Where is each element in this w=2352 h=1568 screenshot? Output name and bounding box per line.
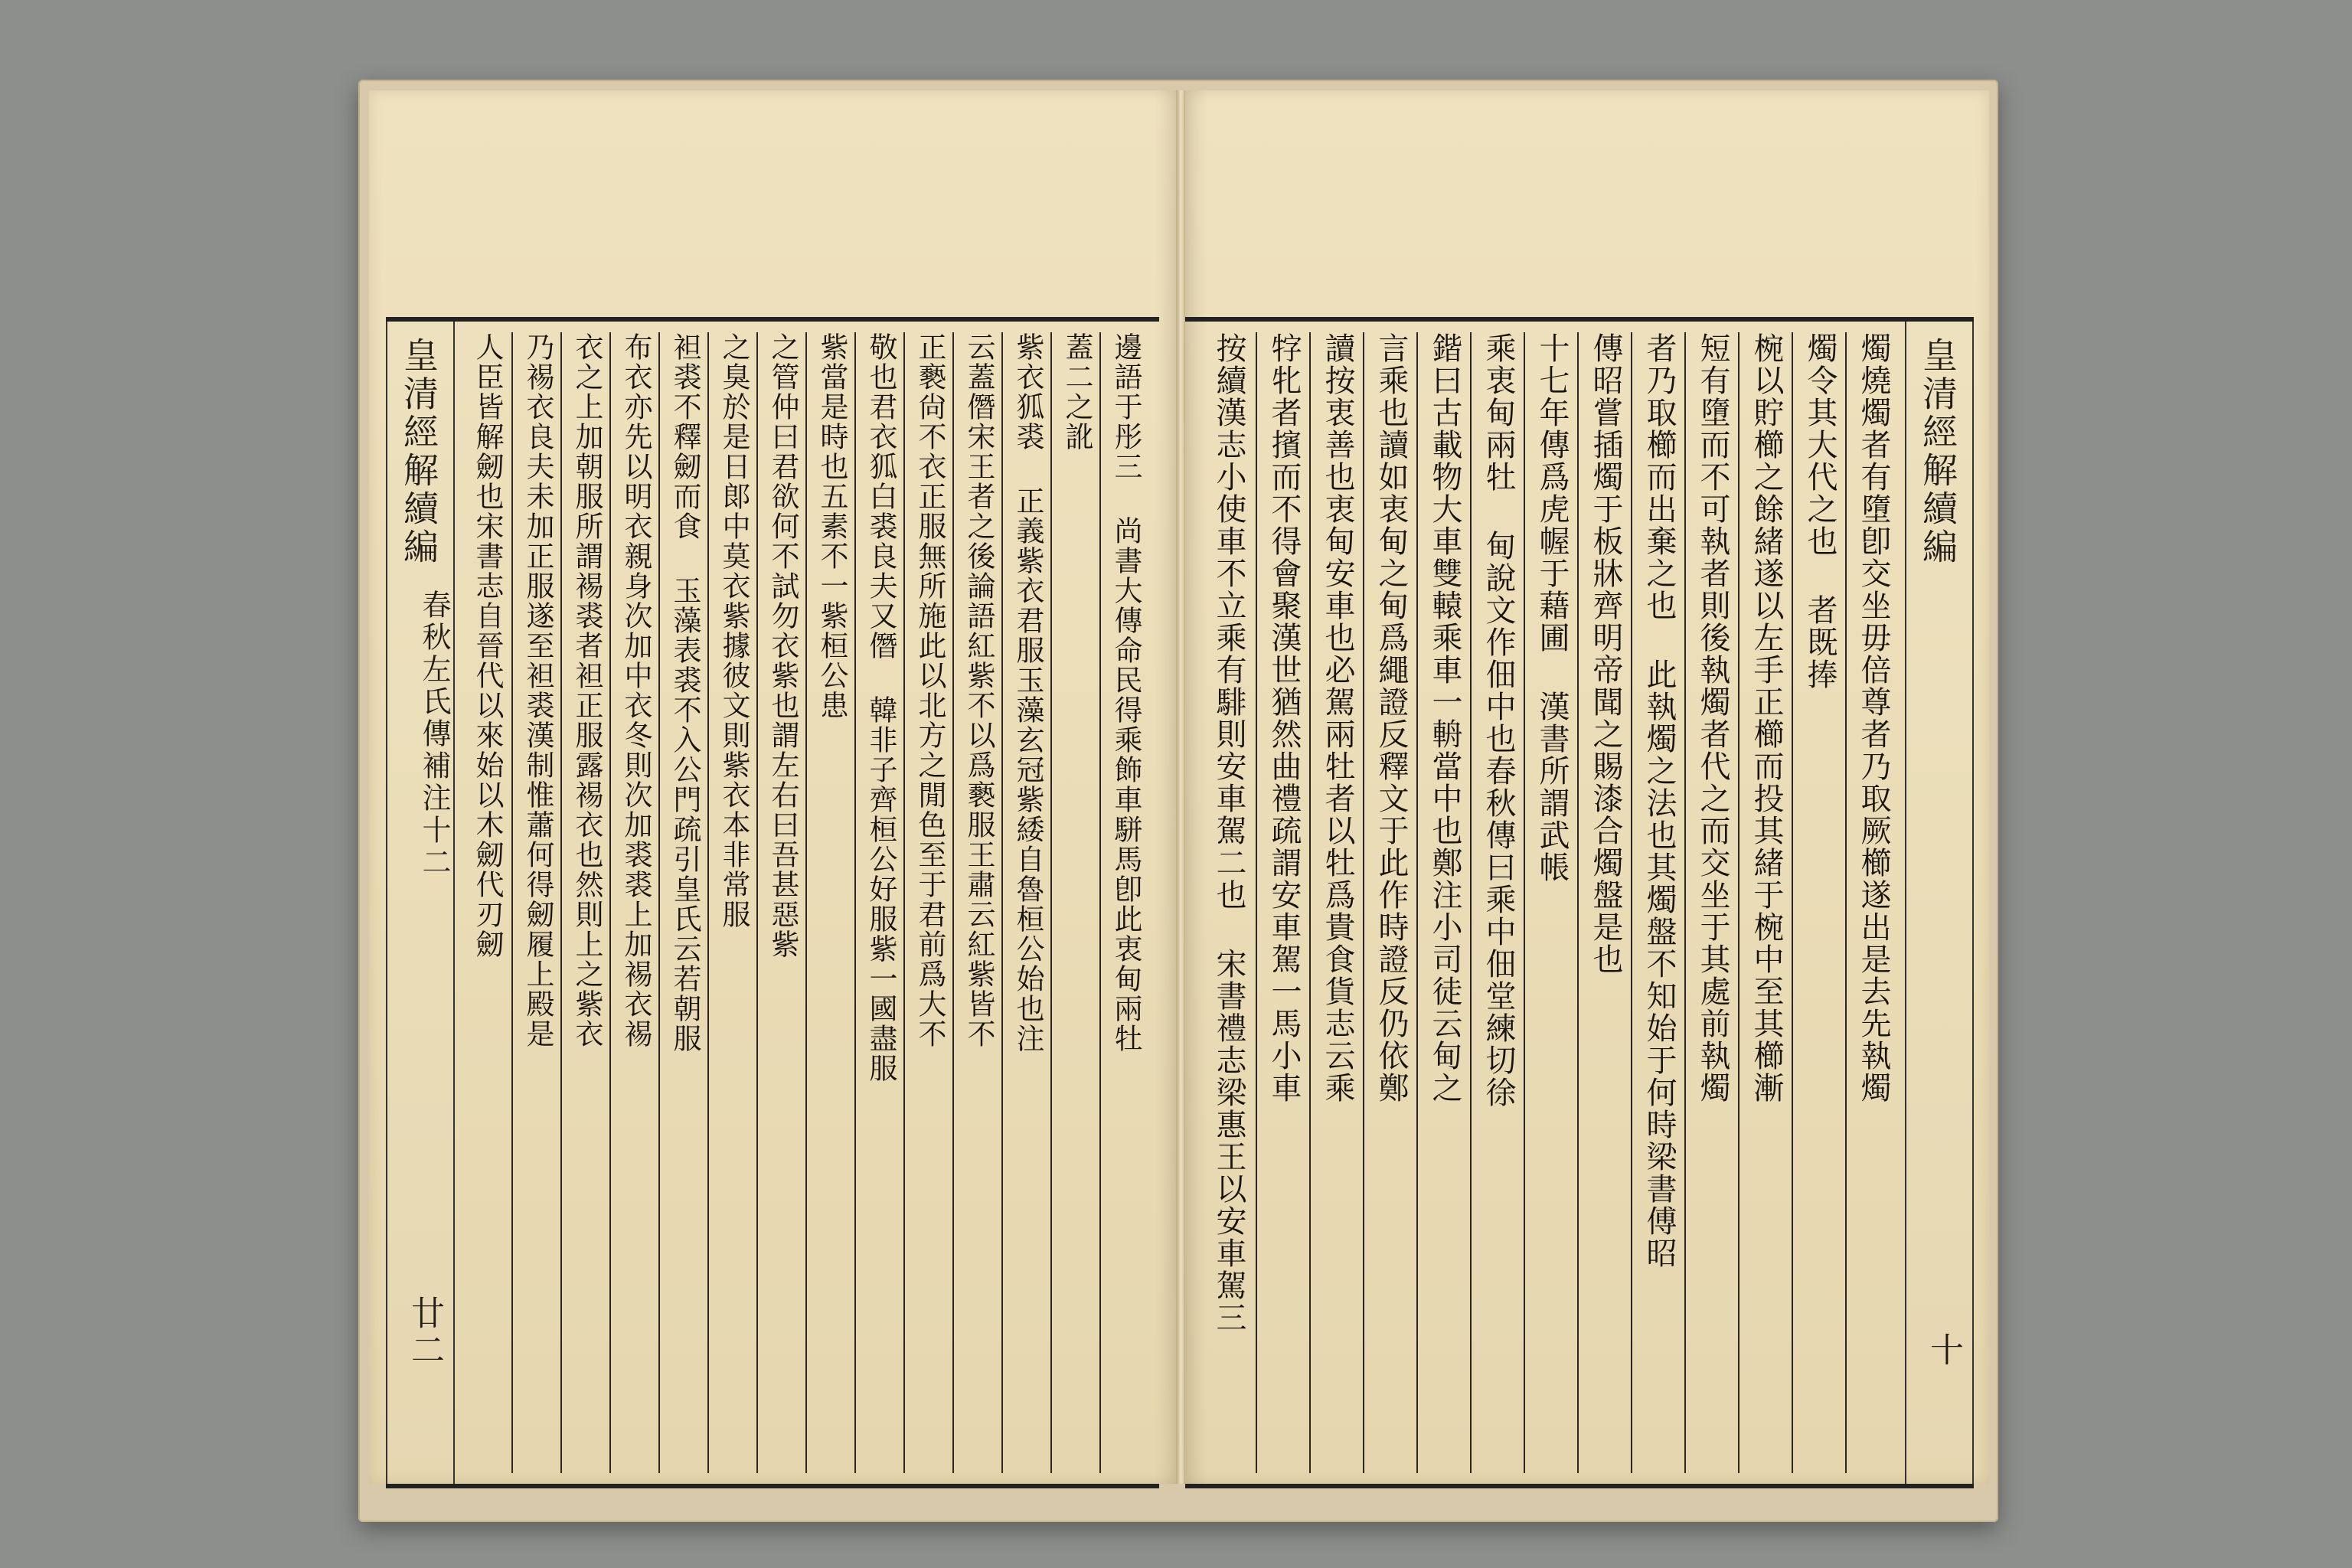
text-column: 傳昭嘗插燭于板牀齊明帝聞之賜漆合燭盤是也 bbox=[1577, 332, 1631, 1473]
text-column: 敬也君衣狐白裘良夫又僭 韓非子齊桓公好服紫一國盡服 bbox=[854, 332, 903, 1473]
text-column: 言乘也讀如衷甸之甸爲繩證反釋文于此作時證反仍依鄭 bbox=[1363, 332, 1416, 1473]
text-column: 乃裼衣良夫未加正服遂至袒裘漢制惟蕭何得劒履上殿是 bbox=[511, 332, 560, 1473]
left-folio-number: 廿二 bbox=[405, 1295, 444, 1369]
text-column: 乘衷甸兩牡 甸說文作佃中也春秋傳曰乘中佃堂練切徐 bbox=[1470, 332, 1524, 1473]
left-spine-subtitle: 春秋左氏傳補注十二 bbox=[417, 590, 451, 879]
text-column: 蓋二之訛 bbox=[1050, 332, 1099, 1473]
text-column: 云蓋僭宋王者之後論語紅紫不以爲褻服王肅云紅紫皆不 bbox=[952, 332, 1001, 1473]
text-column: 十七年傳爲虎幄于藉圃 漢書所謂武帳 bbox=[1524, 332, 1577, 1473]
text-column: 人臣皆解劒也宋書志自晉代以來始以木劒代刃劒 bbox=[471, 332, 504, 959]
text-column: 者乃取櫛而出棄之也 此執燭之法也其燭盤不知始于何時梁書傅昭 bbox=[1631, 332, 1684, 1473]
left-spine-title: 皇清經解續編 bbox=[398, 337, 439, 567]
left-text-frame bbox=[386, 317, 1159, 1488]
text-column: 布衣亦先以明衣親身次加中衣冬則次加裘裘上加裼衣裼 bbox=[609, 332, 658, 1473]
text-column: 紫當是時也五素不一紫桓公患 bbox=[805, 332, 854, 1473]
text-column: 牸牝者擯而不得會聚漢世猶然曲禮疏謂安車駕一馬小車 bbox=[1256, 332, 1309, 1473]
right-text-frame bbox=[1185, 317, 1974, 1488]
text-column: 之臭於是日郞中莫衣紫據彼文則紫衣本非常服 bbox=[707, 332, 756, 1473]
text-column: 袒裘不釋劒而食 玉藻表裘不入公門疏引皇氏云若朝服 bbox=[658, 332, 707, 1473]
right-spine-strip bbox=[1905, 322, 1974, 1484]
text-column: 正褻尙不衣正服無所施此以北方之閒色至于君前爲大不 bbox=[903, 332, 952, 1473]
left-text-columns bbox=[461, 332, 1148, 1473]
text-column: 讀按衷善也衷甸安車也必駕兩牡者以牡爲貴食貨志云乘 bbox=[1309, 332, 1363, 1473]
text-column: 按續漢志小使車不立乘有騑則安車駕二也 宋書禮志梁惠王以安車駕三 bbox=[1211, 332, 1246, 1334]
right-text-columns bbox=[1193, 332, 1899, 1473]
text-column: 衣之上加朝服所謂裼裘者袒正服露裼衣也然則上之紫衣 bbox=[560, 332, 609, 1473]
left-page bbox=[369, 90, 1179, 1484]
text-column: 燭令其大代之也 者既捧 bbox=[1792, 332, 1845, 1473]
text-column: 椀以貯櫛之餘緒遂以左手正櫛而投其緒于椀中至其櫛漸 bbox=[1738, 332, 1792, 1473]
right-spine-title: 皇清經解續編 bbox=[1917, 337, 1958, 567]
right-page bbox=[1184, 90, 1989, 1484]
left-spine-strip bbox=[386, 322, 455, 1484]
text-column: 紫衣狐裘 正義紫衣君服玉藻玄冠紫緌自魯桓公始也注 bbox=[1001, 332, 1050, 1473]
text-column: 短有墮而不可執者則後執燭者代之而交坐于其處前執燭 bbox=[1684, 332, 1738, 1473]
text-column: 鍇曰古載物大車雙轅乘車一輈當中也鄭注小司徒云甸之 bbox=[1416, 332, 1470, 1473]
right-folio-number: 十 bbox=[1924, 1332, 1963, 1369]
text-column: 燭燒燭者有墮卽交坐毋倍尊者乃取厥櫛遂出是去先執燭 bbox=[1845, 332, 1899, 1473]
text-column: 之管仲曰君欲何不試勿衣紫也謂左右曰吾甚惡紫 bbox=[756, 332, 805, 1473]
text-column: 邊語于彤三 尚書大傳命民得乘飾車駢馬卽此衷甸兩牡 bbox=[1099, 332, 1148, 1473]
